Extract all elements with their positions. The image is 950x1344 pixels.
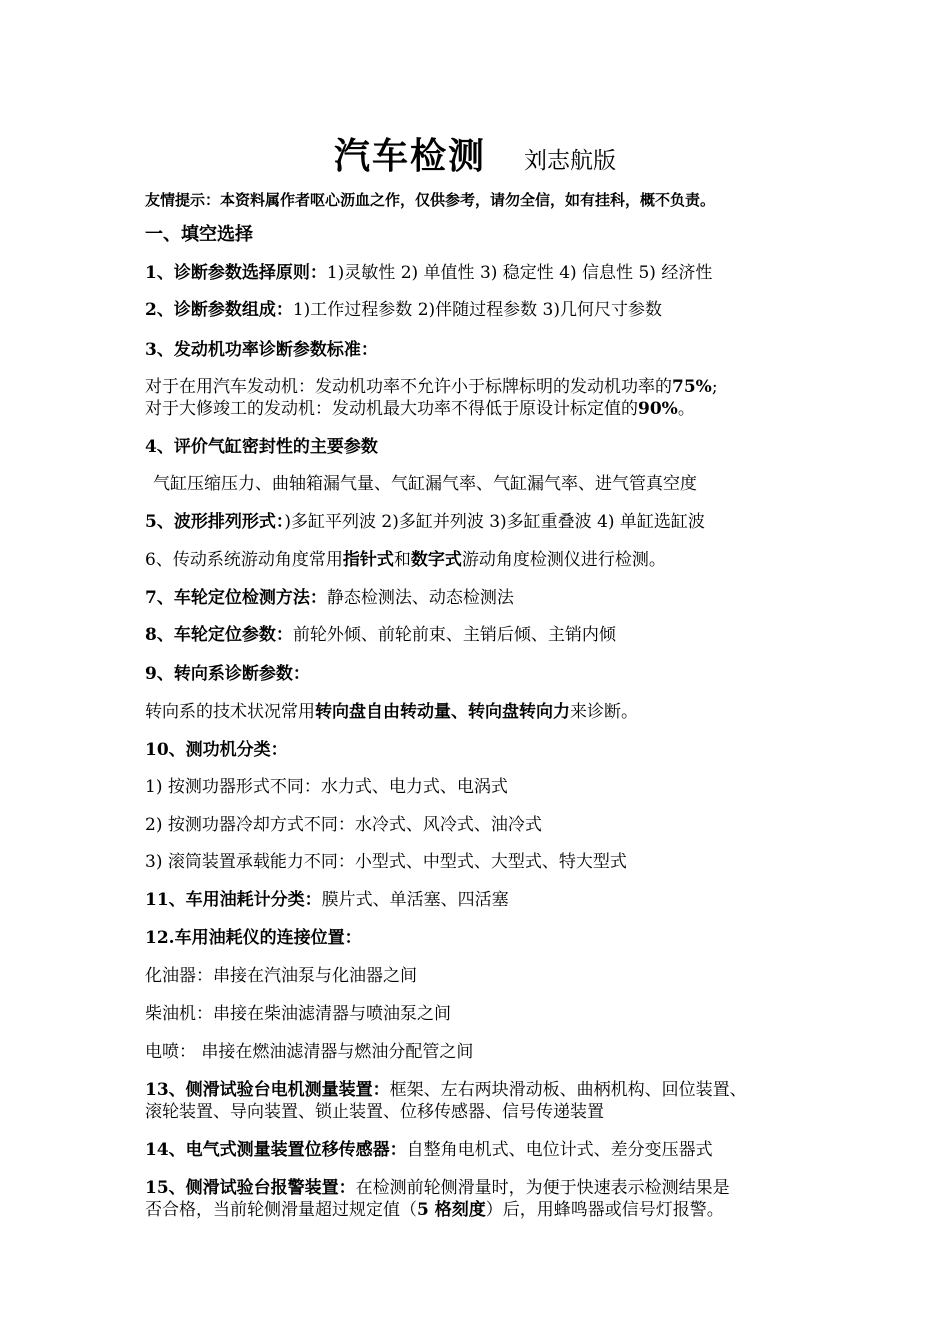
item-14-label: 14、电气式测量装置位移传感器： [145,1140,407,1160]
item-12-label: 12.车用油耗仪的连接位置： [145,928,362,948]
item-9-text [145,700,825,724]
item-11-text: 膜片式、单活塞、四活塞 [321,890,509,910]
item-6-text-a: 6、传动系统游动角度常用 [145,550,343,570]
item-9-text-c: 来诊断。 [570,702,638,722]
item-3-line-2 [145,397,825,421]
item-4-text: 气缸压缩压力、曲轴箱漏气量、气缸漏气率、气缸漏气率、进气管真空度 [153,474,697,494]
item-5 [145,510,825,534]
item-2 [145,298,825,322]
item-10-label: 10、测功机分类： [145,740,288,760]
item-3-period: 。 [677,399,695,419]
item-3-value-90: 90% [638,399,678,419]
item-15-scale: 5 格刻度 [417,1200,486,1220]
item-12-line-1: 化油器：串接在汽油泵与化油器之间 [145,966,417,986]
item-9-label: 9、转向系诊断参数： [145,664,310,684]
item-8-label: 8、车轮定位参数： [145,625,293,645]
section-heading: 一、填空选择 [145,224,253,245]
item-10-line-1: 1) 按测功器形式不同：水力式、电力式、电涡式 [145,777,508,797]
item-3-line-1: 对于在用汽车发动机：发动机功率不允许小于标牌标明的发动机功率的75%; [145,377,718,397]
item-7-label: 7、车轮定位检测方法： [145,588,327,608]
item-6-pointer-type: 指针式 [342,550,394,570]
item-15-text-2c: ）后，用蜂鸣器或信号灯报警。 [485,1200,724,1220]
item-7 [145,586,825,610]
item-9-text-a: 转向系的技术状况常用 [145,702,315,722]
item-4-label: 4、评价气缸密封性的主要参数 [145,437,378,457]
item-1-label: 1、诊断参数选择原则： [145,263,327,283]
item-6-text-c: 和 [393,550,411,570]
item-10-line-2: 2) 按测功器冷却方式不同：水冷式、风冷式、油冷式 [145,815,542,835]
item-15-line-1 [145,1176,825,1200]
item-15-label: 15、侧滑试验台报警装置： [145,1178,356,1198]
item-10-line-3: 3) 滚筒装置承载能力不同：小型式、中型式、大型式、特大型式 [145,852,627,872]
item-8-text: 前轮外倾、前轮前束、主销后倾、主销内倾 [292,625,616,645]
item-12-line-3: 电喷： 串接在燃油滤清器与燃油分配管之间 [145,1042,474,1062]
item-14 [145,1138,825,1162]
item-3-label: 3、发动机功率诊断参数标准： [145,340,378,360]
item-8 [145,623,825,647]
item-12-line-2: 柴油机：串接在柴油滤清器与喷油泵之间 [145,1004,451,1024]
item-3-line-1-text: 对于在用汽车发动机：发动机功率不允许小于标牌标明的发动机功率的 [145,377,672,397]
item-13-text-1: 框架、左右两块滑动板、曲柄机构、回位装置、 [389,1080,747,1100]
title-main: 汽车检测 [333,135,486,177]
item-11-label: 11、车用油耗计分类： [145,890,322,910]
item-15-text-2a: 否合格，当前轮侧滑量超过规定值（ [145,1200,417,1220]
notice: 友情提示：本资料属作者呕心沥血之作，仅供参考，请勿全信，如有挂科，概不负责。 [145,191,716,209]
item-5-label: 5、波形排列形式： [145,512,285,532]
item-6-digital-type: 数字式 [410,550,462,570]
title-author: 刘志航版 [524,148,616,174]
item-5-text: )多缸平列波 2)多缸并列波 3)多缸重叠波 4) 单缸选缸波 [284,512,705,532]
item-13-text-2: 滚轮装置、导向装置、锁止装置、位移传感器、信号传递装置 [145,1102,604,1122]
item-7-text: 静态检测法、动态检测法 [326,588,514,608]
item-6 [145,548,825,572]
item-3-line-2-text: 对于大修竣工的发动机：发动机最大功率不得低于原设计标定值的 [145,399,638,419]
item-1 [145,261,825,285]
item-15-line-2 [145,1198,825,1222]
item-13-label: 13、侧滑试验台电机测量装置： [145,1080,390,1100]
document-title [0,128,950,179]
item-15-text-1: 在检测前轮侧滑量时，为便于快速表示检测结果是 [355,1178,730,1198]
item-6-text-e: 游动角度检测仪进行检测。 [461,550,666,570]
item-1-text: 1)灵敏性 2) 单值性 3) 稳定性 4) 信息性 5) 经济性 [326,263,713,283]
item-13-line-1 [145,1078,825,1102]
item-11 [145,888,825,912]
item-14-text: 自整角电机式、电位计式、差分变压器式 [406,1140,713,1160]
item-3-value-75: 75% [672,377,712,397]
item-2-text: 1)工作过程参数 2)伴随过程参数 3)几何尺寸参数 [292,300,662,320]
item-2-label: 2、诊断参数组成： [145,300,293,320]
item-9-params: 转向盘自由转动量、转向盘转向力 [315,702,570,722]
